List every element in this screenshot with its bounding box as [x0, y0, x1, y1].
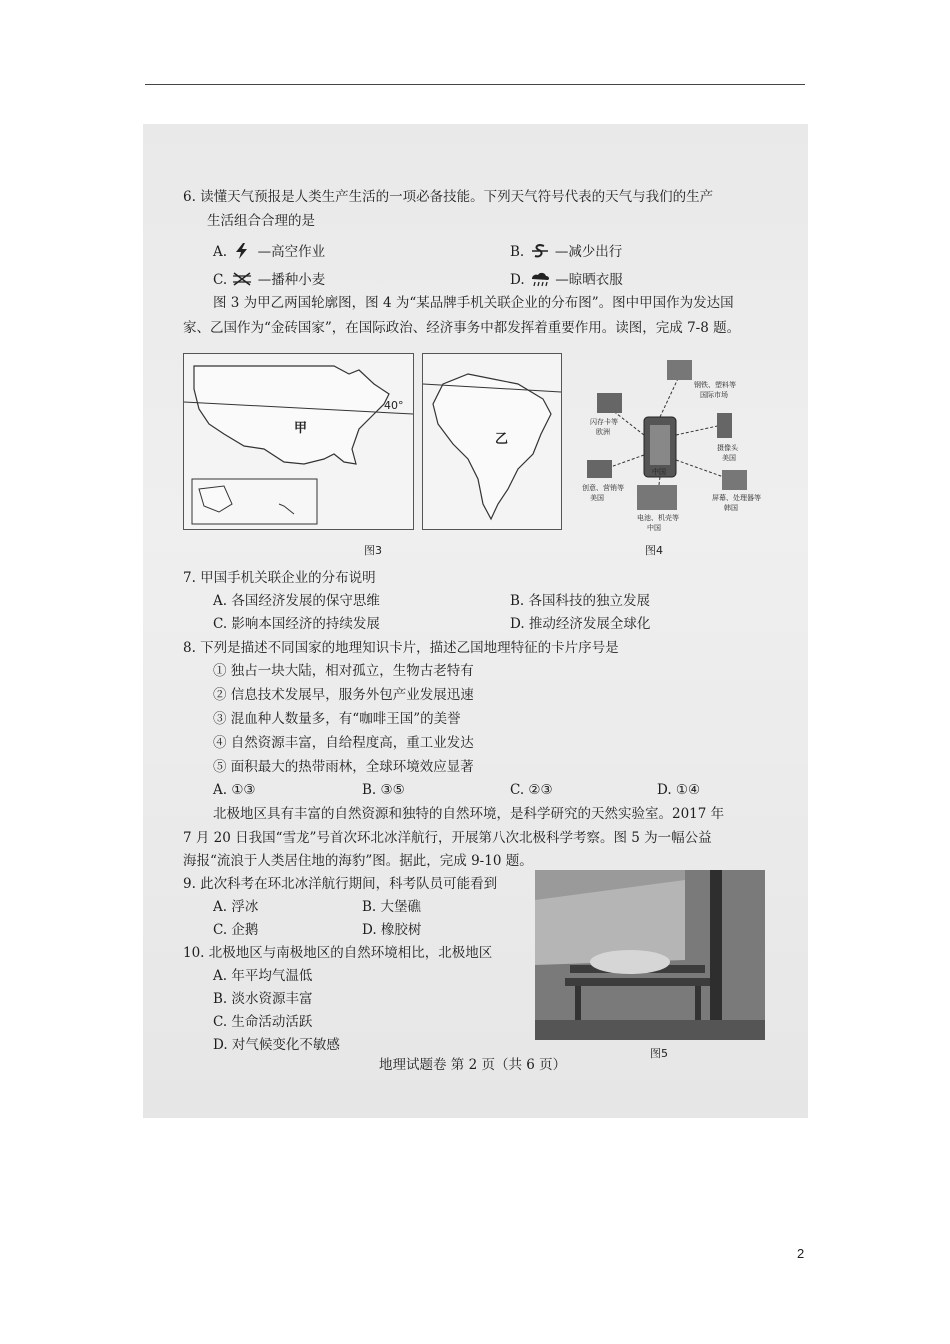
- q7-option-b: B. 各国科技的独立发展: [510, 593, 651, 609]
- q8-card: ① 独占一块大陆，相对孤立，生物古老特有: [213, 663, 474, 679]
- q6-stem-line2: 生活组合合理的是: [207, 213, 315, 229]
- figure-4-diagram: [572, 355, 767, 535]
- option-label: D.: [510, 272, 525, 288]
- q6-stem-line1: 6. 读懂天气预报是人类生产生活的一项必备技能。下列天气符号代表的天气与我们的生产: [183, 189, 714, 205]
- label-yi: 乙: [495, 432, 509, 447]
- frost-icon: [231, 270, 253, 288]
- fig4-label: 创意、营销等: [582, 484, 624, 492]
- q8-card: ④ 自然资源丰富，自给程度高，重工业发达: [213, 735, 474, 751]
- fig4-label: 欧洲: [596, 428, 610, 436]
- exam-footer: 地理试题卷 第 2 页（共 6 页）: [379, 1057, 567, 1073]
- brazil-outline-map: [423, 354, 561, 529]
- latitude-label: 40°: [384, 399, 404, 412]
- lightning-icon: [231, 242, 253, 260]
- page-number: 2: [797, 1246, 805, 1261]
- option-text: —播种小麦: [257, 272, 326, 288]
- intro-78-line1: 图 3 为甲乙两国轮廓图，图 4 为“某品牌手机关联企业的分布图”。图中甲国作为发达国: [213, 295, 734, 311]
- header-rule: [145, 84, 805, 85]
- fig4-label: 美国: [590, 494, 604, 502]
- q6-option-b: [510, 240, 622, 260]
- q10-option-b: B. 淡水资源丰富: [213, 991, 313, 1007]
- figure-3-caption: 图3: [364, 544, 382, 557]
- q8-option-c: C. ②③: [510, 782, 553, 798]
- fig4-label: 中国: [647, 524, 661, 532]
- fig4-label: 美国: [722, 454, 736, 462]
- q7-option-a: A. 各国经济发展的保守思维: [213, 593, 380, 609]
- figure-5-photo: [535, 870, 765, 1040]
- q9-option-b: B. 大堡礁: [362, 899, 422, 915]
- sandstorm-icon: [529, 242, 551, 260]
- q7-option-c: C. 影响本国经济的持续发展: [213, 616, 380, 632]
- q9-option-a: A. 浮冰: [213, 899, 259, 915]
- rain-cloud-icon: [529, 270, 551, 288]
- intro-78-line2: 家、乙国作为“金砖国家”，在国际政治、经济事务中都发挥着重要作用。读图，完成 7-8 题。: [183, 320, 741, 336]
- q6-option-a: [213, 240, 325, 260]
- fig4-label: 国际市场: [700, 391, 728, 399]
- q8-card: ⑤ 面积最大的热带雨林，全球环境效应显著: [213, 759, 474, 775]
- fig4-label: 闪存卡等: [590, 418, 618, 426]
- intro-910-line2: 7 月 20 日我国“雪龙”号首次环北冰洋航行，开展第八次北极科学考察。图 5 为一幅公益: [183, 830, 712, 846]
- q8-option-b: B. ③⑤: [362, 782, 405, 798]
- figure-3-yi: [422, 353, 562, 530]
- fig4-label: 韩国: [724, 504, 738, 512]
- intro-910-line1: 北极地区具有丰富的自然资源和独特的自然环境，是科学研究的天然实验室。2017 年: [213, 806, 725, 822]
- intro-910-line3: 海报“流浪于人类居住地的海豹”图。据此，完成 9-10 题。: [183, 853, 533, 869]
- fig4-label: 电池、机壳等: [637, 514, 679, 522]
- figure-3-jia: [183, 353, 414, 530]
- fig4-label: 中国: [652, 468, 666, 476]
- figure-4-caption: 图4: [645, 544, 663, 557]
- q7-option-d: D. 推动经济发展全球化: [510, 616, 651, 632]
- option-text: —晾晒衣服: [555, 272, 623, 288]
- q8-card: ② 信息技术发展早，服务外包产业发展迅速: [213, 687, 474, 703]
- q8-card: ③ 混血种人数量多，有“咖啡王国”的美誉: [213, 711, 461, 727]
- q7-stem: 7. 甲国手机关联企业的分布说明: [183, 570, 376, 586]
- figure-5-caption: 图5: [650, 1047, 668, 1060]
- fig4-label: 摄像头: [717, 444, 738, 452]
- option-text: —高空作业: [257, 244, 326, 260]
- q10-option-d: D. 对气候变化不敏感: [213, 1037, 340, 1053]
- usa-outline-map: [184, 354, 413, 529]
- q6-option-c: [213, 268, 325, 288]
- fig4-label: 屏幕、处理器等: [712, 494, 761, 502]
- q9-option-c: C. 企鹅: [213, 922, 259, 938]
- q8-option-d: D. ①④: [657, 782, 701, 798]
- q6-option-d: [510, 268, 623, 288]
- q8-stem: 8. 下列是描述不同国家的地理知识卡片，描述乙国地理特征的卡片序号是: [183, 640, 619, 656]
- option-label: A.: [213, 244, 228, 260]
- q8-option-a: A. ①③: [213, 782, 256, 798]
- option-label: C.: [213, 272, 228, 288]
- seal-on-bench-image: [535, 870, 765, 1040]
- q10-option-a: A. 年平均气温低: [213, 968, 313, 984]
- q9-stem: 9. 此次科考在环北冰洋航行期间，科考队员可能看到: [183, 876, 498, 892]
- label-jia: 甲: [294, 421, 308, 436]
- option-text: —减少出行: [554, 244, 623, 260]
- fig4-label: 钢铁、塑料等: [694, 381, 736, 389]
- q9-option-d: D. 橡胶树: [362, 922, 422, 938]
- q10-stem: 10. 北极地区与南极地区的自然环境相比，北极地区: [183, 945, 493, 961]
- q10-option-c: C. 生命活动活跃: [213, 1014, 313, 1030]
- option-label: B.: [510, 244, 525, 260]
